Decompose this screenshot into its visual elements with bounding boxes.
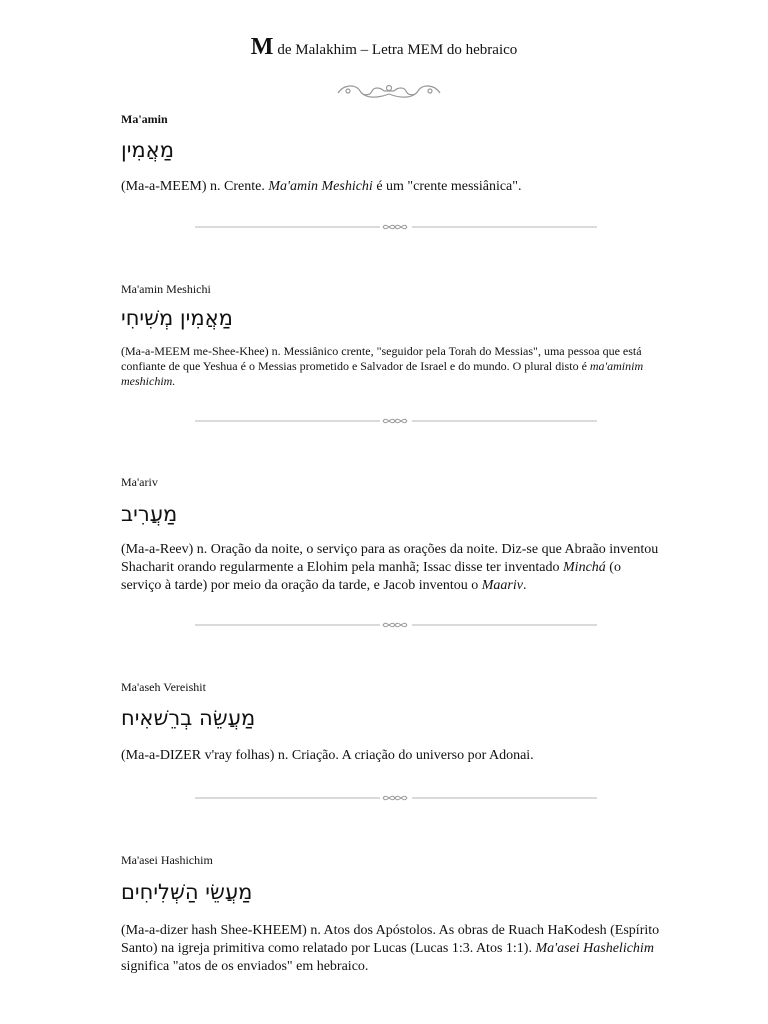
page-title: [0, 34, 768, 61]
entry-hebrew: מַעֲשֵׂי הַשְּׁלִיחִים: [121, 880, 253, 904]
divider-ornament-icon: [195, 620, 597, 630]
divider-ornament-icon: [195, 222, 597, 232]
description-text: significa "atos de os enviados" em hebraico.: [121, 959, 369, 974]
description-text: (o serviço à tarde) por meio da oração da tarde, e Jacob inventou o: [121, 560, 621, 593]
description-text: é um "crente messiânica".: [372, 179, 522, 194]
entry-hebrew: מַעֲשֵׂה בְרֵשׁאִיח: [121, 706, 256, 730]
italic-term: Ma'asei Hashelichim: [535, 941, 654, 956]
description-text: (Ma-a-MEEM) n. Crente.: [121, 179, 269, 194]
entry-hebrew: מַאֲמִין: [121, 138, 174, 162]
entry-hebrew: מַעֲרִיב: [121, 502, 178, 526]
italic-term: Maariv: [481, 578, 523, 593]
entry-heading: Ma'amin: [121, 112, 168, 126]
entry-description: [121, 747, 661, 765]
description-text: (Ma-a-DIZER v'ray folhas) n. Criação. A criação do universo por Adonai.: [121, 748, 534, 763]
entry-heading: Ma'aseh Vereishit: [121, 680, 206, 694]
italic-term: ma'aminim meshichim.: [121, 359, 644, 388]
entry-description: [121, 344, 666, 389]
entry-description: [121, 541, 661, 595]
entry-heading: Ma'amin Meshichi: [121, 282, 211, 296]
italic-term: Ma'amin Meshichi: [268, 179, 373, 194]
description-text: (Ma-a-dizer hash Shee-KHEEM) n. Atos dos Apóstolos. As obras de Ruach HaKodesh (Espírito Santo) na igreja primitiva como relatado por Lucas (Lucas 1:3. Atos 1:1).: [121, 923, 660, 956]
flourish-ornament-icon: [334, 80, 444, 102]
description-text: (Ma-a-Reev) n. Oração da noite, o serviço para as orações da noite. Diz-se que Abraão inventou Shacharit orando regularmente a Elohim pela manhã; Issac disse ter inventado: [121, 542, 659, 575]
divider-ornament-icon: [195, 416, 597, 426]
title-text: de Malakhim – Letra MEM do hebraico: [277, 42, 518, 58]
title-initial: M: [250, 34, 274, 60]
divider-ornament-icon: [195, 793, 597, 803]
entry-description: [121, 178, 661, 196]
entry-heading: Ma'ariv: [121, 475, 158, 489]
entry-description: [121, 922, 661, 976]
italic-term: Minchá: [563, 560, 606, 575]
entry-hebrew: מַאֲמִין מְשִׁיחִי: [121, 306, 233, 330]
entry-heading: Ma'asei Hashichim: [121, 853, 213, 867]
description-text: .: [522, 578, 527, 593]
description-text: (Ma-a-MEEM me-Shee-Khee) n. Messiânico crente, "seguidor pela Torah do Messias", uma pessoa que está confiante de que Yeshua é o Messias prometido e Salvador de Israel e do mundo. O plural disto é: [121, 344, 642, 373]
